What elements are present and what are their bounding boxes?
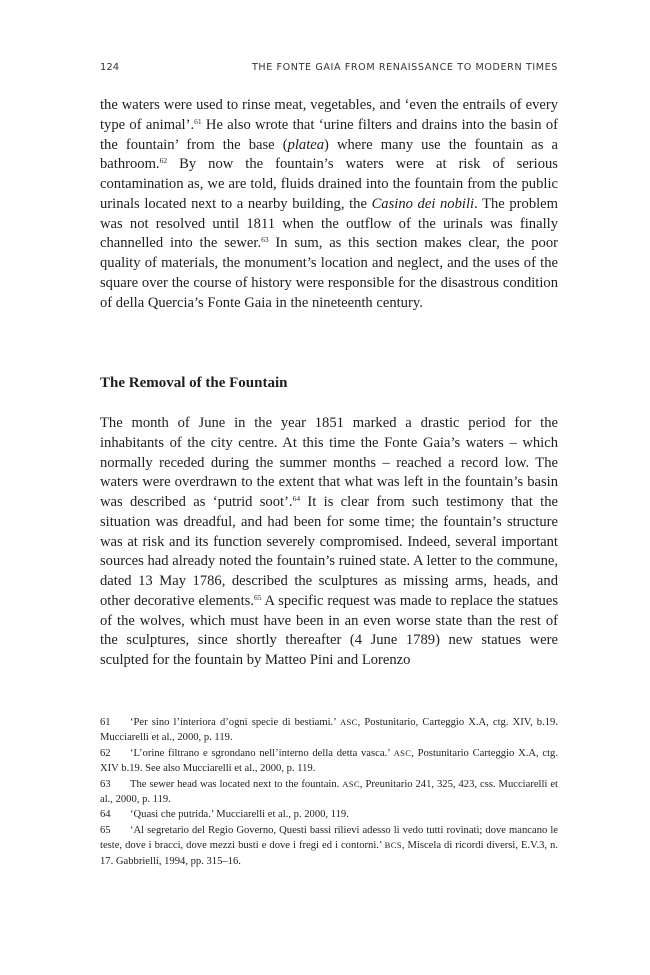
footnote-62 <box>100 746 558 777</box>
footnote-text: , Preunitario 241, 325, 423, css. Mucciarelli et al., 2000, p. 119. <box>100 778 558 806</box>
footnote-number: 62 <box>100 747 111 759</box>
footnote-61 <box>100 715 558 746</box>
footnote-number: 64 <box>100 809 111 821</box>
footnote-text: , Postunitario Carteggio X.A, ctg. XIV b.19. See also Mucciarelli et al., 2000, p. 119. <box>100 747 558 775</box>
running-head <box>100 62 558 76</box>
footnote-ref-64[interactable]: 64 <box>292 494 301 503</box>
footnote-text: , Miscela di ricordi diversi, E.V.3, n. 17. Gabbrielli, 1994, pp. 315–16. <box>100 840 558 867</box>
page-number: 124 <box>100 62 120 73</box>
footnote-63 <box>100 777 558 808</box>
footnote-text: ‘Per sino l’interiora d’ogni specie di bestiami.’ <box>130 717 341 728</box>
paragraph-text: ) where many use the fountain as a bathroom. <box>100 136 558 173</box>
paragraph-text: He also wrote that ‘urine filters and drains into the basin of the fountain’ from the base ( <box>100 116 558 153</box>
paragraph-text: The month of June in the year 1851 marked a drastic period for the inhabitants of the city centre. At this time the Fonte Gaia’s waters – which normally receded during the summer months – reached a record low. The waters were overdrawn to the extent that what was left in the fountain’s basin was described as ‘putrid soot’. <box>100 415 558 510</box>
footnote-ref-62[interactable]: 62 <box>159 156 168 166</box>
archive-abbreviation: ASC <box>340 717 358 727</box>
footnote-number: 63 <box>100 778 111 790</box>
archive-abbreviation: BCS <box>384 840 402 851</box>
archive-abbreviation: ASC <box>393 747 412 758</box>
footnote-text: ‘L’orine filtrano e sgrondano nell’interno della detta vasca.’ <box>130 747 394 759</box>
body-paragraph-1 <box>100 96 558 313</box>
footnote-text: , Postunitario, Carteggio X.A, ctg. XIV, b.19. Mucciarelli et al., 2000, p. 119. <box>100 717 558 744</box>
italic-term-casino-dei-nobili: Casino dei nobili <box>371 195 475 212</box>
section-heading: The Removal of the Fountain <box>100 375 288 391</box>
footnote-text: ‘Quasi che putrida.’ Mucciarelli et al., p. 2000, 119. <box>130 809 349 821</box>
body-paragraph-2 <box>100 414 558 671</box>
footnote-number: 61 <box>100 717 111 728</box>
paragraph-text: In sum, as this section makes clear, the poor quality of materials, the monument’s location and neglect, and the uses of the square over the course of history were responsible for the disastrous condition of della Quercia’s Fonte Gaia in the nineteenth century. <box>100 235 558 311</box>
footnote-ref-65[interactable]: 65 <box>254 592 262 602</box>
footnote-64 <box>100 807 558 822</box>
footnote-ref-61[interactable]: 61 <box>194 116 202 126</box>
paragraph-text: . The problem was not resolved until 1811 when the outflow of the urinals was finally channelled into the sewer. <box>100 195 559 252</box>
italic-term-platea: platea <box>287 136 325 153</box>
paragraph-text: the waters were used to rinse meat, vegetables, and ‘even the entrails of every type of animal’. <box>100 97 558 133</box>
footnote-65 <box>100 823 558 869</box>
paragraph-text: It is clear from such testimony that the situation was dreadful, and had been for some time; the fountain’s structure was at risk and its function severely compromised. Indeed, several important sources had already noted the fountain’s ruined state. A letter to the commune, dated 13 May 1786, described the sculptures as missing arms, heads, and other decorative elements. <box>100 494 559 609</box>
archive-abbreviation: ASC <box>342 778 360 789</box>
footnotes <box>100 715 558 869</box>
running-head-title: THE FONTE GAIA FROM RENAISSANCE TO MODERN TIMES <box>251 62 558 73</box>
footnote-text: ‘Al segretario del Regio Governo, Questi bassi rilievi adesso li vedo tutti rovinati; dove mancano le teste, dove i bracci, dove mezzi busti e dove i fregi ed i contorni.’ <box>100 824 558 852</box>
footnote-number: 65 <box>100 824 111 836</box>
footnote-ref-63[interactable]: 63 <box>261 235 269 245</box>
paragraph-text: A specific request was made to replace the statues of the wolves, which must have been in an even worse state than the rest of the sculptures, since shortly thereafter (4 June 1789) new statues were sculpted for the fountain by Matteo Pini and Lorenzo <box>100 592 558 668</box>
footnote-text: The sewer head was located next to the fountain. <box>130 778 343 790</box>
paragraph-text: By now the fountain’s waters were at risk of serious contamination as, we are told, fluids drained into the fountain from the public urinals located next to a nearby building, the <box>100 156 558 212</box>
